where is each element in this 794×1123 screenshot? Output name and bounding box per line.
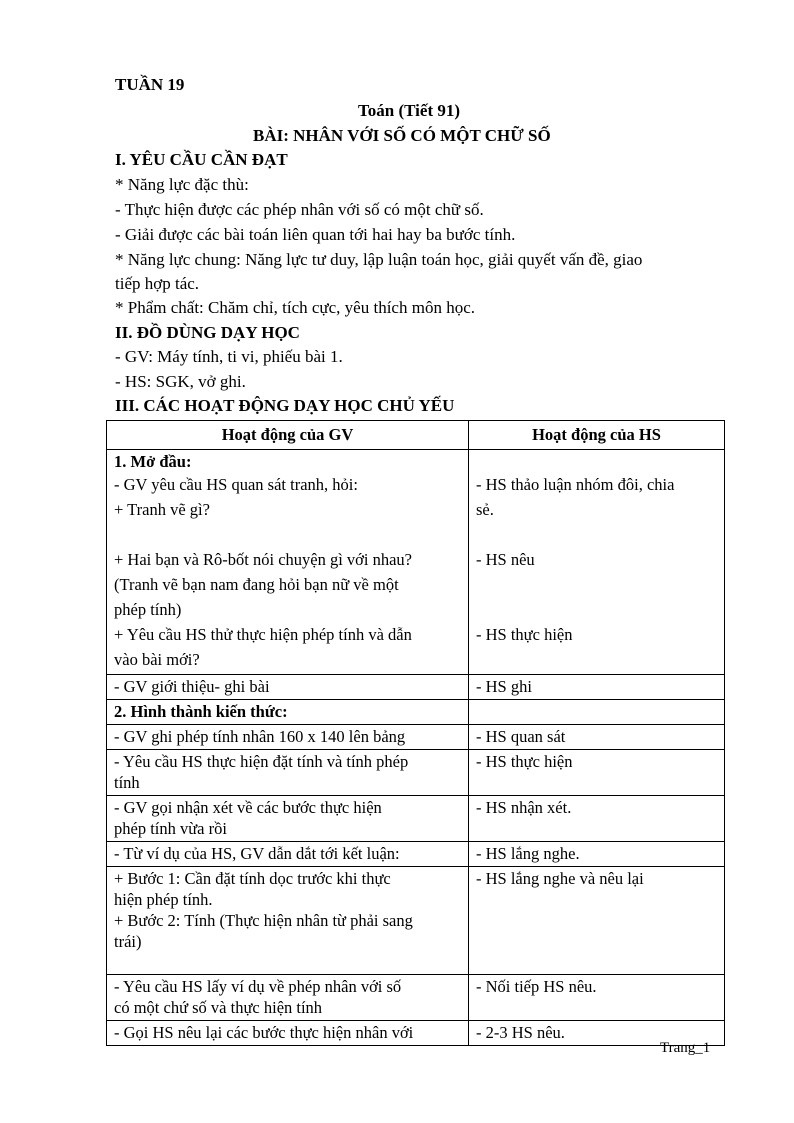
- hs-cell: - Nối tiếp HS nêu.: [469, 975, 725, 1021]
- table-header-row: [107, 421, 725, 450]
- cell-line: - Yêu cầu HS thực hiện đặt tính và tính phép: [114, 752, 409, 771]
- lesson-title: BÀI: NHÂN VỚI SỐ CÓ MỘT CHỮ SỐ: [253, 126, 551, 145]
- gv-cell: - Gọi HS nêu lại các bước thực hiện nhân với: [107, 1021, 469, 1046]
- cell-line: - HS nêu: [476, 550, 535, 569]
- week-label: TUẦN 19: [115, 75, 185, 94]
- cell-line: phép tính vừa rồi: [114, 819, 227, 838]
- hs-cell: [469, 700, 725, 725]
- text-line: - HS: SGK, vở ghi.: [115, 372, 246, 391]
- hs-cell: - HS quan sát: [469, 725, 725, 750]
- text-line: - Thực hiện được các phép nhân với số có một chữ số.: [115, 200, 484, 219]
- table-row: [107, 700, 725, 725]
- gv-cell: [107, 750, 469, 796]
- cell-line: [114, 522, 461, 547]
- gv-cell: - GV ghi phép tính nhân 160 x 140 lên bảng: [107, 725, 469, 750]
- hs-cell: - HS thực hiện: [469, 750, 725, 796]
- gv-cell: - GV giới thiệu- ghi bài: [107, 675, 469, 700]
- cell-line: + Tranh vẽ gì?: [114, 500, 210, 519]
- gv-cell: [107, 450, 469, 675]
- table-row: [107, 725, 725, 750]
- activities-table: [106, 420, 725, 1046]
- hs-cell: - HS lắng nghe và nêu lại: [469, 867, 725, 975]
- cell-line: + Hai bạn và Rô-bốt nói chuyện gì với nhau?: [114, 550, 413, 569]
- cell-line: + Bước 1: Cần đặt tính dọc trước khi thực: [114, 869, 391, 888]
- cell-line: - GV yêu cầu HS quan sát tranh, hỏi:: [114, 475, 358, 494]
- cell-line: phép tính): [114, 600, 182, 619]
- cell-line: tính: [114, 773, 140, 792]
- hs-cell: - HS ghi: [469, 675, 725, 700]
- table-row: [107, 750, 725, 796]
- section-2-title: II. ĐỒ DÙNG DẠY HỌC: [115, 323, 300, 342]
- text-line: - Giải được các bài toán liên quan tới hai hay ba bước tính.: [115, 225, 516, 244]
- cell-line: hiện phép tính.: [114, 890, 213, 909]
- hs-cell: [469, 450, 725, 675]
- hs-cell: - 2-3 HS nêu.: [469, 1021, 725, 1046]
- cell-line: (Tranh vẽ bạn nam đang hỏi bạn nữ về một: [114, 575, 399, 594]
- gv-cell: - Từ ví dụ của HS, GV dẫn dắt tới kết luận:: [107, 842, 469, 867]
- part-title: 2. Hình thành kiến thức:: [107, 700, 469, 725]
- text-line: * Năng lực đặc thù:: [115, 175, 249, 194]
- text-line: * Phẩm chất: Chăm chỉ, tích cực, yêu thích môn học.: [115, 298, 475, 317]
- page-number: Trang_1: [660, 1040, 711, 1056]
- table-row: [107, 842, 725, 867]
- cell-line: vào bài mới?: [114, 650, 200, 669]
- cell-line: - Yêu cầu HS lấy ví dụ về phép nhân với số: [114, 977, 402, 996]
- table-row: [107, 450, 725, 675]
- text-line: * Năng lực chung: Năng lực tư duy, lập luận toán học, giải quyết vấn đề, giao: [115, 250, 643, 269]
- cell-line: trái): [114, 932, 142, 951]
- cell-line: + Bước 2: Tính (Thực hiện nhân từ phải sang: [114, 911, 413, 930]
- cell-line: - GV gọi nhận xét về các bước thực hiện: [114, 798, 382, 817]
- hs-cell: - HS lắng nghe.: [469, 842, 725, 867]
- part-title: 1. Mở đầu:: [114, 452, 192, 471]
- table-row: [107, 975, 725, 1021]
- cell-line: + Yêu cầu HS thử thực hiện phép tính và dẫn: [114, 625, 412, 644]
- table-row: [107, 675, 725, 700]
- cell-line: - HS thực hiện: [476, 625, 573, 644]
- text-line: - GV: Máy tính, ti vi, phiếu bài 1.: [115, 347, 343, 366]
- section-1-title: I. YÊU CẦU CẦN ĐẠT: [115, 150, 288, 169]
- cell-line: - HS thảo luận nhóm đôi, chia: [476, 475, 675, 494]
- section-3-title: III. CÁC HOẠT ĐỘNG DẠY HỌC CHỦ YẾU: [115, 396, 455, 415]
- hs-cell: - HS nhận xét.: [469, 796, 725, 842]
- cell-line: có một chứ số và thực hiện tính: [114, 998, 323, 1017]
- gv-cell: [107, 867, 469, 975]
- subject-title: Toán (Tiết 91): [358, 101, 461, 120]
- gv-cell: [107, 796, 469, 842]
- header-gv: Hoạt động của GV: [107, 421, 469, 450]
- text-line: tiếp hợp tác.: [115, 274, 200, 293]
- table-row: [107, 1021, 725, 1046]
- gv-cell: [107, 975, 469, 1021]
- table-row: [107, 867, 725, 975]
- table-row: [107, 796, 725, 842]
- header-hs: Hoạt động của HS: [469, 421, 725, 450]
- cell-line: sẻ.: [476, 500, 494, 519]
